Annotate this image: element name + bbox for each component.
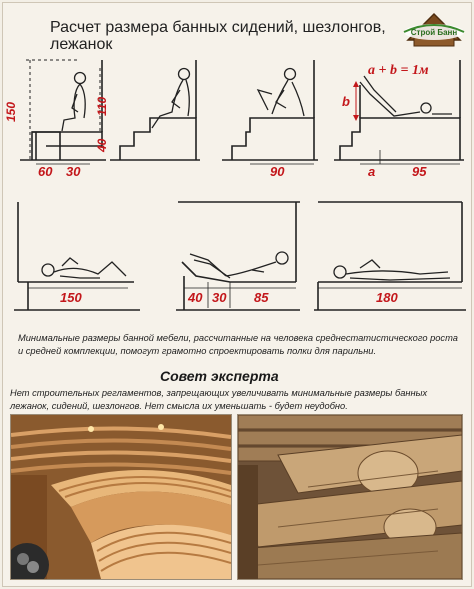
dim-150-vertical: 150 (4, 101, 18, 122)
bench-diagrams (0, 50, 474, 315)
stroy-bann-logo (400, 6, 468, 48)
expert-tip-heading: Совет эксперта (160, 367, 279, 384)
expert-tip-text: Нет строительных регламентов, запрещающих увеличивать минимальные размеры банных лежанок, сидений, шезлонгов. Нет смысла их уменьшать - будет неудобно. (10, 388, 428, 412)
dim-30-chaise: 30 (212, 290, 227, 305)
dim-110-vertical: 110 (95, 96, 109, 116)
dim-40: 40 (188, 290, 203, 305)
page-title: Расчет размера банных сидений, шезлонгов, лежанок (50, 18, 386, 53)
dim-180: 180 (376, 290, 398, 305)
dim-60: 60 (38, 164, 53, 179)
dim-90: 90 (270, 164, 285, 179)
dim-30: 30 (66, 164, 81, 179)
photo-curved-sauna-benches (10, 414, 232, 580)
dim-a: a (368, 164, 376, 179)
photo-log-benches (237, 414, 463, 580)
diagram-sitting-1 (20, 60, 106, 164)
dim-85: 85 (254, 290, 269, 305)
formula-a-plus-b: a + b = 1м (368, 63, 429, 78)
dim-150-lying: 150 (60, 290, 82, 305)
diagram-lounge-3 (222, 60, 318, 164)
dim-40-vertical: 40 (95, 138, 109, 152)
diagram-caption: Минимальные размеры банной мебели, рассчитанные на человека среднестатистического роста и средней комплекции, помогут грамотно спроектировать полки для парильни. (18, 333, 458, 357)
logo-text: Строй Банн (410, 28, 458, 37)
dim-95: 95 (412, 164, 427, 179)
dim-b: b (342, 94, 350, 109)
diagram-reclining-2 (100, 60, 200, 160)
